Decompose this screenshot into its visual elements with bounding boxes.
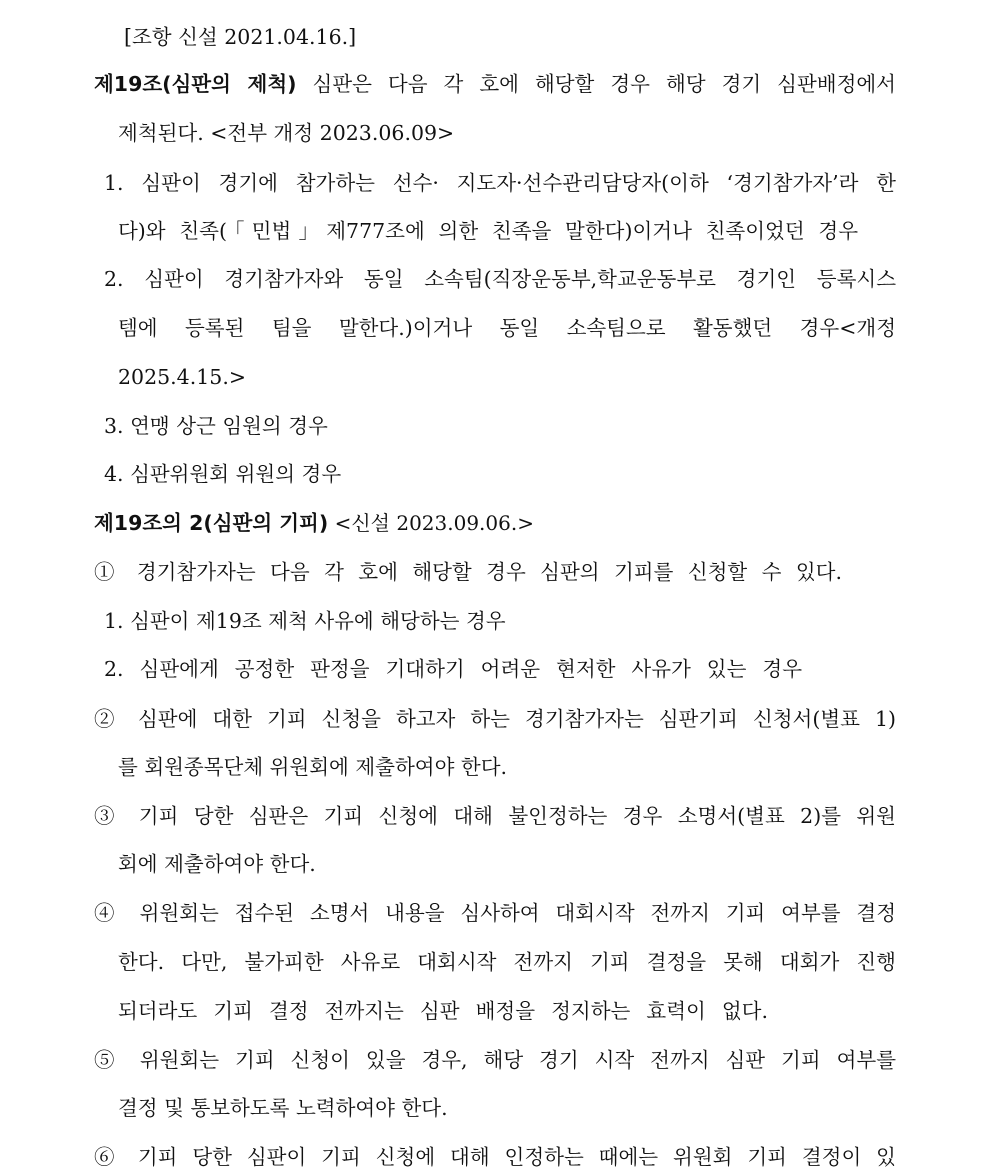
article-19-title-line bbox=[94, 69, 896, 99]
article-19-2-title-line bbox=[94, 508, 694, 538]
article-19-2-para-4: ④ 위원회는 접수된 소명서 내용을 심사하여 대회시작 전까지 기피 여부를 결정 bbox=[94, 901, 896, 925]
amendment-note: [조항 신설 2021.04.16.] bbox=[124, 25, 357, 49]
article-19-2-note: <신설 2023.09.06.> bbox=[328, 511, 534, 535]
article-19-item-2-cont: 템에 등록된 팀을 말한다.)이거나 동일 소속팀으로 활동했던 경우<개정 bbox=[118, 316, 896, 340]
article-19-2-para-3: ③ 기피 당한 심판은 기피 신청에 대해 불인정하는 경우 소명서(별표 2)를 위원 bbox=[94, 804, 896, 828]
article-19-2-para-4-cont-2: 되더라도 기피 결정 전까지는 심판 배정을 정지하는 효력이 없다. bbox=[118, 999, 768, 1023]
article-19-intro-cont: 제척된다. <전부 개정 2023.06.09> bbox=[118, 121, 455, 145]
article-19-2-para-4-cont-1: 한다. 다만, 불가피한 사유로 대회시작 전까지 기피 결정을 못해 대회가 진행 bbox=[118, 950, 896, 974]
article-19-item-4: 4. 심판위원회 위원의 경우 bbox=[104, 462, 342, 486]
article-19-item-3: 3. 연맹 상근 임원의 경우 bbox=[104, 414, 328, 438]
article-19-2-para-1-item-1: 1. 심판이 제19조 제척 사유에 해당하는 경우 bbox=[104, 609, 506, 633]
article-19-item-1-cont: 다)와 친족(「민법」제777조에 의한 친족을 말한다)이거나 친족이었던 경우 bbox=[118, 219, 858, 243]
article-19-2-para-1: ① 경기참가자는 다음 각 호에 해당할 경우 심판의 기피를 신청할 수 있다. bbox=[94, 560, 842, 584]
article-19-2-para-2-cont: 를 회원종목단체 위원회에 제출하여야 한다. bbox=[118, 755, 508, 779]
article-19-2-para-6: ⑥ 기피 당한 심판이 기피 신청에 대해 인정하는 때에는 위원회 기피 결정이 있 bbox=[94, 1145, 896, 1169]
article-19-intro: 심판은 다음 각 호에 해당할 경우 해당 경기 심판배정에서 bbox=[296, 72, 896, 96]
article-19-2-para-5-cont: 결정 및 통보하도록 노력하여야 한다. bbox=[118, 1096, 448, 1120]
article-19-2-heading: 제19조의 2(심판의 기피) bbox=[94, 511, 329, 535]
article-19-2-para-2: ② 심판에 대한 기피 신청을 하고자 하는 경기참가자는 심판기피 신청서(별표 1) bbox=[94, 707, 896, 731]
article-19-item-2: 2. 심판이 경기참가자와 동일 소속팀(직장운동부,학교운동부로 경기인 등록시스 bbox=[104, 267, 896, 291]
article-19-2-para-1-item-2: 2. 심판에게 공정한 판정을 기대하기 어려운 현저한 사유가 있는 경우 bbox=[104, 657, 802, 681]
article-19-item-2-date: 2025.4.15.> bbox=[118, 365, 247, 389]
article-19-heading: 제19조(심판의 제척) bbox=[94, 72, 297, 96]
article-19-2-para-3-cont: 회에 제출하여야 한다. bbox=[118, 852, 316, 876]
article-19-item-1: 1. 심판이 경기에 참가하는 선수· 지도자·선수관리담당자(이하 ‘경기참가자’라 한 bbox=[104, 171, 896, 195]
article-19-2-para-5: ⑤ 위원회는 기피 신청이 있을 경우, 해당 경기 시작 전까지 심판 기피 여부를 bbox=[94, 1048, 896, 1072]
